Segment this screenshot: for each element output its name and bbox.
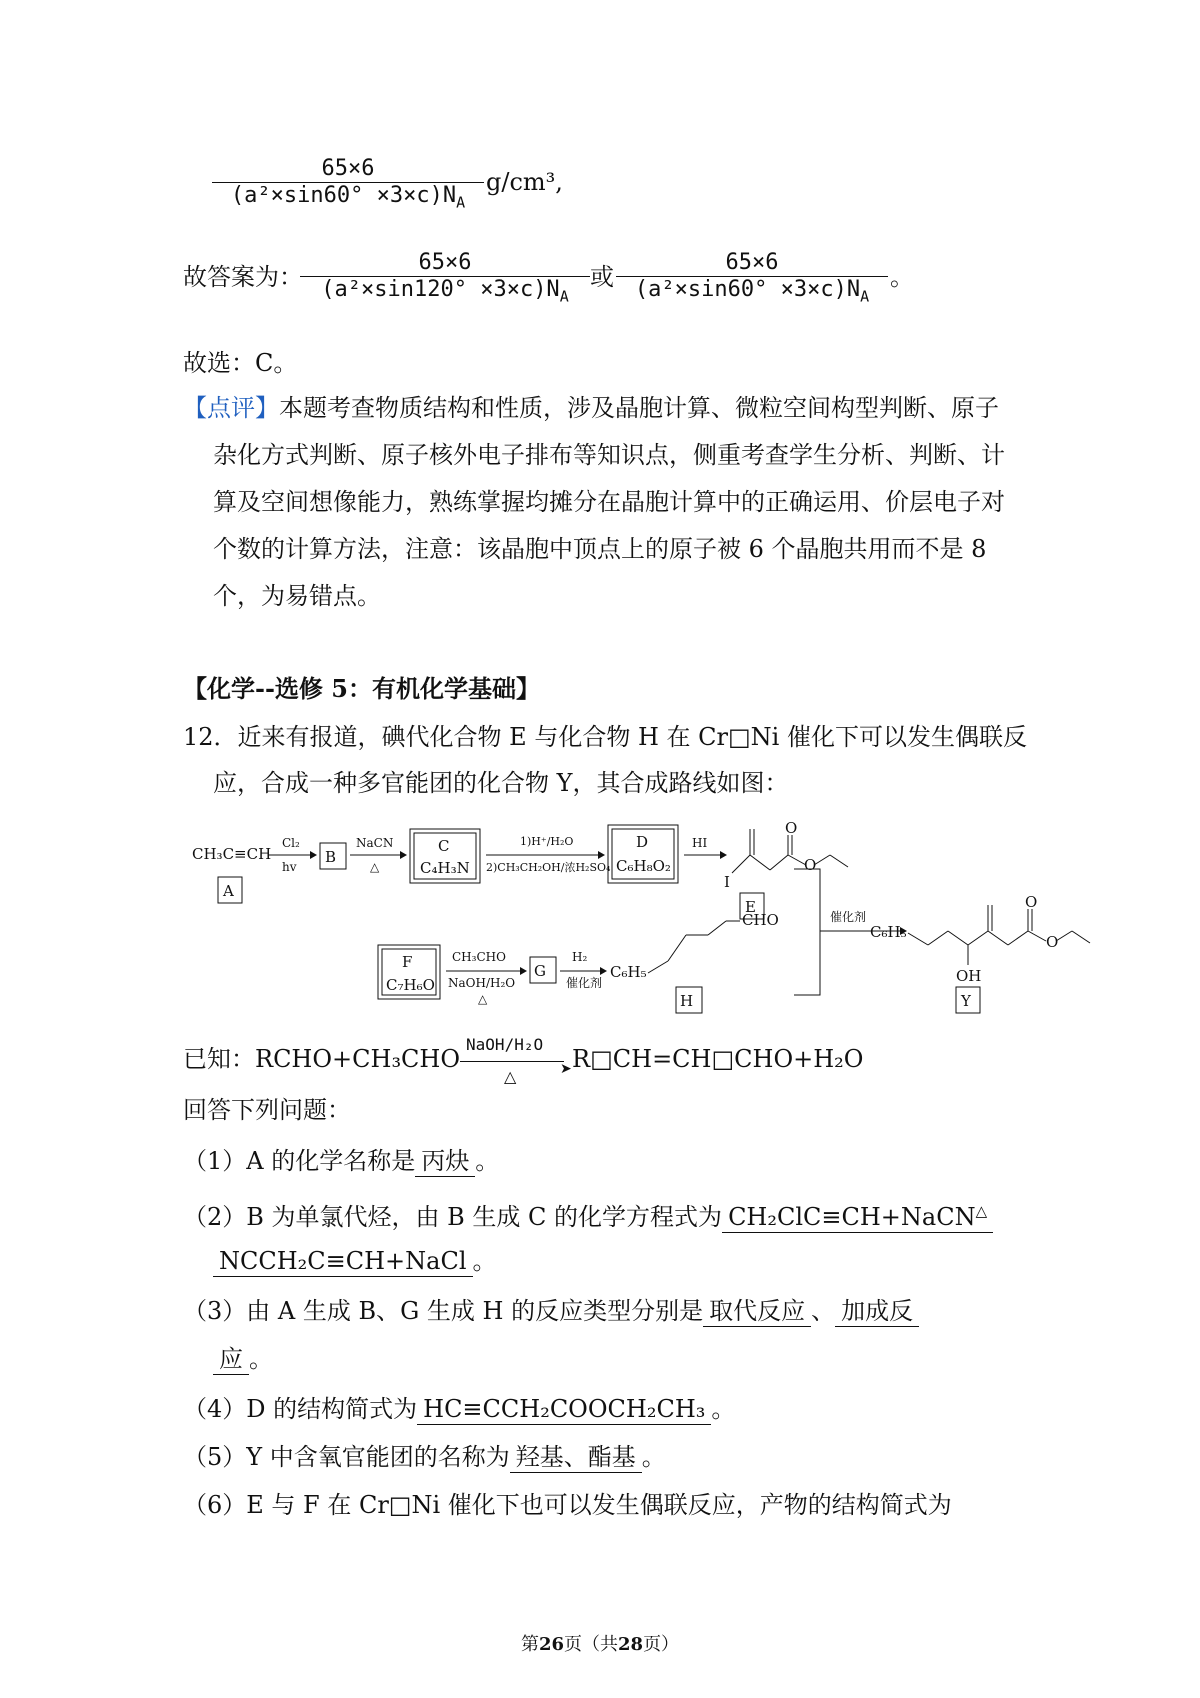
reagent-h2: H₂ — [572, 950, 588, 964]
label-G: G — [534, 962, 546, 980]
arrowhead — [720, 851, 727, 859]
group-aldehyde: CHO — [742, 911, 779, 929]
reaction-arrow: NaOH/H₂O ➤ △ — [460, 1044, 572, 1074]
label-Y: Y — [961, 992, 971, 1010]
atom-oxygen: O — [785, 819, 798, 837]
answer-q2-value-2: NCCH₂C≡CH+NaCl — [213, 1246, 473, 1277]
answer-q5-value: 羟基、酯基 — [510, 1442, 642, 1473]
answer-q3-line2: 应 。 — [213, 1344, 273, 1375]
density-unit: g/cm³, — [486, 168, 563, 196]
reagent-hv: hv — [282, 860, 297, 874]
bracket — [794, 869, 820, 995]
reagent-hi: HI — [692, 836, 708, 850]
synthesis-scheme — [180, 815, 1160, 1025]
formula-C: C₄H₃N — [420, 859, 470, 877]
label-H: H — [680, 992, 694, 1010]
answer-or: 或 — [590, 263, 614, 291]
label-F: F — [402, 953, 413, 971]
answer-q4-value: HC≡CCH₂COOCH₂CH₃ — [417, 1394, 711, 1425]
density-fraction — [212, 156, 484, 215]
answer-q3-value-1: 取代反应 — [703, 1296, 811, 1327]
comment-line-3: 算及空间想像能力，熟练掌握均摊分在晶胞计算中的正确运用、价层电子对 — [213, 488, 1005, 516]
reagent-esterification: 2)CH₃CH₂OH/浓H₂SO₄ — [486, 861, 611, 874]
answer-q3-value-2b: 应 — [213, 1344, 249, 1375]
label-D: D — [636, 833, 649, 851]
structure-Y — [908, 905, 1090, 965]
atom-oxygen: O — [804, 856, 817, 874]
atom-iodine: I — [724, 873, 730, 891]
formula-F: C₇H₆O — [386, 976, 435, 994]
label-E: E — [745, 898, 756, 916]
atom-oxygen: O — [1025, 893, 1038, 911]
question-line-2: 应，合成一种多官能团的化合物 Y，其合成路线如图： — [213, 769, 789, 797]
reagent-acetaldehyde: CH₃CHO — [452, 950, 506, 964]
question-line-1: 12．近来有报道，碘代化合物 E 与化合物 H 在 Cr□Ni 催化下可以发生偶联反 — [183, 723, 1027, 751]
reagent-catalyst: 催化剂 — [566, 976, 603, 990]
structure-H — [648, 921, 740, 973]
formula-D: C₆H₈O₂ — [616, 857, 671, 875]
page-total: 28 — [618, 1634, 644, 1655]
answer-fraction-1 — [300, 250, 590, 309]
reagent-nacn: NaCN — [356, 836, 394, 850]
comment-line-5: 个，为易错点。 — [213, 582, 381, 610]
choice-line: 故选：C。 — [183, 349, 298, 377]
answer-prefix: 故答案为： — [183, 263, 303, 291]
answer-q1: （1）A 的化学名称是 丙炔 。 — [183, 1147, 500, 1175]
answer-q3-value-2: 加成反 — [835, 1296, 919, 1327]
reagent-hydrolysis: 1)H⁺/H₂O — [520, 835, 574, 848]
answer-intro: 回答下列问题： — [183, 1096, 351, 1124]
fraction-numerator: 65×6 — [321, 156, 375, 181]
atom-oxygen: O — [1046, 933, 1059, 951]
heat-symbol: △ — [370, 860, 380, 874]
answer-suffix: 。 — [890, 263, 914, 291]
answer-q2-line1: （2）B 为单氯代烃，由 B 生成 C 的化学方程式为 CH₂ClC≡CH+NaCN△ — [183, 1196, 993, 1233]
substituent-c6h5: C₆H₅ — [870, 923, 907, 941]
fraction-numerator: 65×6 — [418, 250, 472, 275]
answer-q5: （5）Y 中含氧官能团的名称为 羟基、酯基 。 — [183, 1443, 666, 1471]
comment-line-4: 个数的计算方法，注意：该晶胞中顶点上的原子被 6 个晶胞共用而不是 8 — [213, 535, 987, 563]
reagent-cl2: Cl₂ — [282, 836, 300, 850]
fraction-denominator: $(a^2\times\sin 120^\circ \times 3\times c)N_A$ — [321, 277, 569, 306]
answer-q3-line1: （3）由 A 生成 B、G 生成 H 的反应类型分别是 取代反应 、 加成反 — [183, 1296, 919, 1327]
comment-tag: 【点评】 — [183, 394, 279, 422]
arrowhead — [400, 851, 407, 859]
comment-line-2: 杂化方式判断、原子核外电子排布等知识点，侧重考查学生分析、判断、计 — [213, 441, 1005, 469]
heat-symbol: △ — [478, 992, 488, 1006]
answer-q6: （6）E 与 F 在 Cr□Ni 催化下也可以发生偶联反应，产物的结构简式为 — [183, 1491, 952, 1519]
arrowhead — [310, 851, 317, 859]
answer-fraction-2 — [616, 250, 888, 309]
reagent-catalyst: 催化剂 — [830, 910, 867, 924]
label-A: A — [223, 882, 234, 900]
page-number: 26 — [538, 1634, 564, 1655]
answer-q4: （4）D 的结构简式为 HC≡CCH₂COOCH₂CH₃ 。 — [183, 1395, 736, 1423]
fraction-denominator: $(a^2\times\sin 60^\circ \times 3\times c)N_A$ — [230, 183, 466, 212]
reagent-naoh: NaOH/H₂O — [448, 976, 516, 990]
known-reaction: 已知：RCHO+CH₃CHO NaOH/H₂O ➤ △ R□CH=CH□CHO+H₂O — [183, 1035, 864, 1086]
answer-q1-value: 丙炔 — [415, 1146, 475, 1177]
label-C: C — [438, 837, 450, 855]
answer-q2-line2: NCCH₂C≡CH+NaCl 。 — [213, 1246, 497, 1277]
group-hydroxyl: OH — [956, 967, 982, 985]
substituent-c6h5: C₆H₅ — [610, 963, 647, 981]
arrowhead — [600, 967, 607, 975]
arrowhead — [520, 967, 527, 975]
fraction-numerator: 65×6 — [725, 250, 779, 275]
propyne-formula: CH₃C≡CH — [192, 845, 272, 863]
answer-q2-value: CH₂ClC≡CH+NaCN△ — [722, 1196, 993, 1233]
comment-line-1: 【点评】本题考查物质结构和性质，涉及晶胞计算、微粒空间构型判断、原子 — [183, 394, 999, 422]
arrowhead — [598, 851, 605, 859]
page-footer: 第26页（共28页） — [520, 1634, 680, 1655]
section-title: 【化学--选修 5：有机化学基础】 — [183, 674, 540, 703]
fraction-denominator: $(a^2\times\sin 60^\circ \times 3\times c)N_A$ — [634, 277, 870, 306]
label-B: B — [325, 848, 337, 866]
